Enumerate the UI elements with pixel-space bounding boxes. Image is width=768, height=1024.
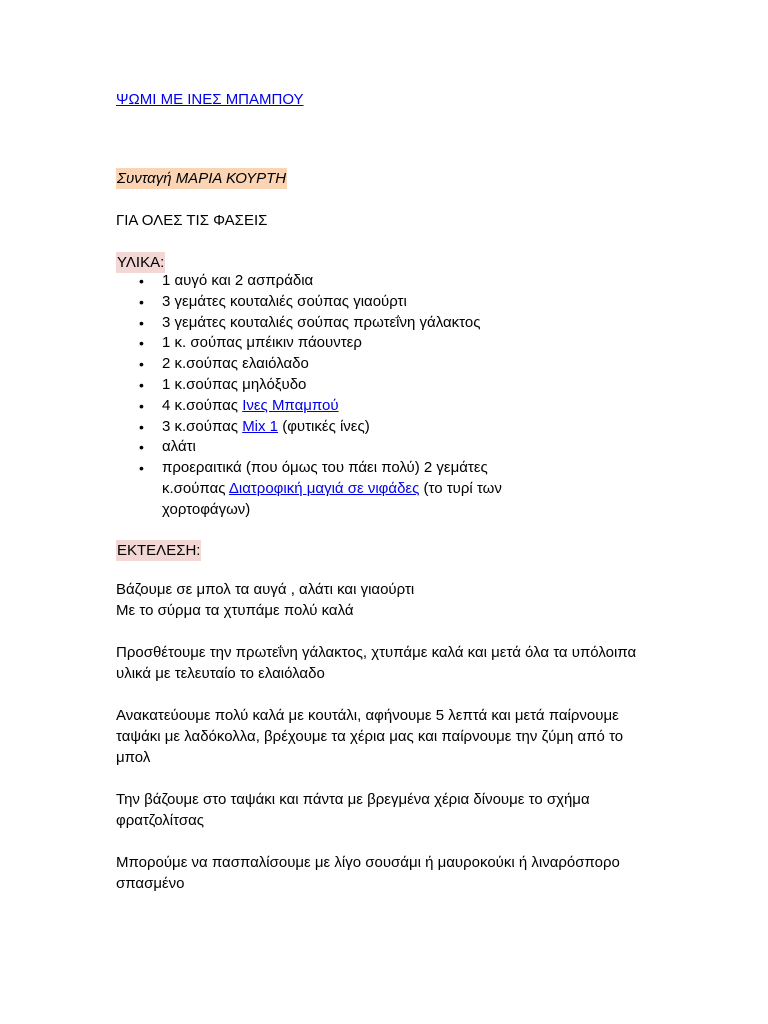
mix-link[interactable]: Mix 1 (242, 417, 279, 435)
step-text: Με το σύρμα τα χτυπάμε πολύ καλά (116, 602, 354, 619)
phases-heading: ΓΙΑ ΟΛΕΣ ΤΙΣ ΦΑΣΕΙΣ (116, 212, 268, 229)
list-item (116, 313, 546, 334)
list-item (116, 375, 546, 396)
list-item (116, 396, 546, 417)
list-item (116, 354, 546, 375)
ingredients-list (116, 271, 546, 521)
ingredient-text: 1 αυγό και 2 ασπράδια (162, 272, 314, 289)
ingredients-heading: ΥΛΙΚΑ: (117, 254, 165, 271)
list-item (116, 333, 546, 354)
execution-heading: ΕΚΤΕΛΕΣΗ: (117, 542, 201, 559)
ingredient-text: 1 κ. σούπας μπέικιν πάουντερ (162, 334, 362, 352)
ingredient-text: 3 γεμάτες κουταλιές σούπας γιαούρτι (162, 292, 407, 310)
list-item (116, 458, 546, 520)
list-item (116, 417, 546, 438)
step-paragraph (116, 579, 656, 621)
steps-section (116, 579, 656, 915)
yeast-link[interactable]: Διατροφική μαγιά σε νιφάδες (228, 479, 420, 497)
step-paragraph: Την βάζουμε στο ταψάκι και πάντα με βρεγμένα χέρια δίνουμε το σχήμα φρατζολίτσας (116, 791, 590, 829)
step-paragraph: Μπορούμε να πασπαλίσουμε με λίγο σουσάμι ή μαυροκούκι ή λιναρόσπορο σπασμένο (116, 854, 620, 892)
ingredient-text: 4 κ.σούπας (162, 396, 243, 414)
fiber-link[interactable]: Ινες Μπαμπού (242, 396, 339, 414)
step-text: Βάζουμε σε μπολ τα αυγά , αλάτι και γιαούρτι (116, 581, 415, 598)
step-paragraph: Προσθέτουμε την πρωτεΐνη γάλακτος, χτυπάμε καλά και μετά όλα τα υπόλοιπα υλικά με τελευταίο το ελαιόλαδο (116, 644, 637, 682)
ingredient-text: αλάτι (162, 438, 196, 456)
ingredient-text: (το τυρί των χορτοφάγων) (162, 479, 502, 518)
list-item (116, 271, 546, 292)
list-item (116, 437, 546, 458)
ingredient-text: προεραιτικά (που όμως του πάει πολύ) 2 γεμάτες κ.σούπας (162, 459, 488, 497)
author-line: Συνταγή ΜΑΡΙΑ ΚΟΥΡΤΗ (117, 170, 287, 187)
list-item (116, 292, 546, 313)
ingredient-text: 3 γεμάτες κουταλιές σούπας πρωτεΐνη γάλακτος (162, 313, 481, 331)
ingredient-text: 3 κ.σούπας (162, 417, 243, 435)
ingredient-text: 1 κ.σούπας μηλόξυδο (162, 375, 307, 393)
ingredient-text: (φυτικές ίνες) (278, 417, 370, 435)
step-paragraph: Ανακατεύουμε πολύ καλά με κουτάλι, αφήνουμε 5 λεπτά και μετά παίρνουμε ταψάκι με λαδόκολλα, βρέχουμε τα χέρια μας και παίρνουμε την ζύμη από το μπολ (116, 707, 624, 766)
title-link[interactable]: ΨΩΜΙ ΜΕ ΙΝΕΣ ΜΠΑΜΠΟΥ (116, 91, 304, 108)
ingredient-text: 2 κ.σούπας ελαιόλαδο (162, 355, 309, 373)
